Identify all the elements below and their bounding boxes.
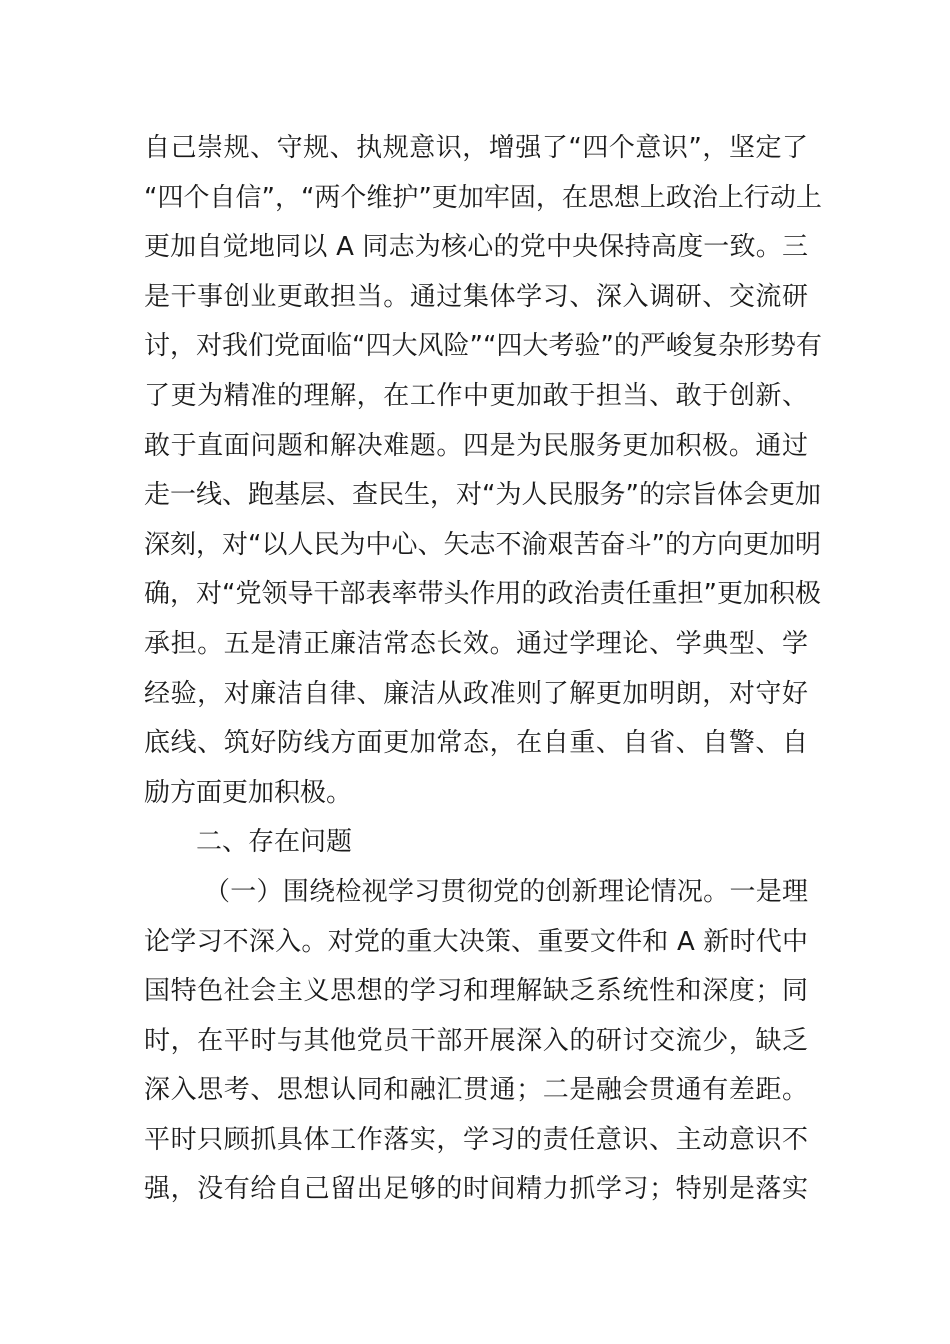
text-line: 底线、筑好防线方面更加常态，在自重、自省、自警、自 <box>144 728 808 759</box>
text-line: 自己崇规、守规、执规意识，增强了“四个意识”，坚定了 <box>144 133 808 163</box>
text-line: 国特色社会主义思想的学习和理解缺乏系统性和深度；同 <box>144 976 808 1007</box>
text-line: 承担。五是清正廉洁常态长效。通过学理论、学典型、学 <box>144 628 808 659</box>
text-line: 强，没有给自己留出足够的时间精力抓学习；特别是落实 <box>144 1174 808 1205</box>
text-line: 确，对“党领导干部表率带头作用的政治责任重担”更加积极 <box>144 579 821 610</box>
text-line: 励方面更加积极。 <box>144 777 353 808</box>
text-line: 是干事创业更敢担当。通过集体学习、深入调研、交流研 <box>144 281 808 312</box>
text-line: 了更为精准的理解，在工作中更加敢于担当、敢于创新、 <box>144 380 808 411</box>
document-body <box>144 124 822 1215</box>
text-line: 敢于直面问题和解决难题。四是为民服务更加积极。通过 <box>144 430 808 461</box>
text-line: 讨，对我们党面临“四大风险”“四大考验”的严峻复杂形势有 <box>144 331 822 362</box>
text-line: 平时只顾抓具体工作落实，学习的责任意识、主动意识不 <box>144 1124 808 1155</box>
text-line: 深刻，对“以人民为中心、矢志不渝艰苦奋斗”的方向更加明 <box>144 529 821 560</box>
text-line: 更加自觉地同以 A 同志为核心的党中央保持高度一致。三 <box>144 232 808 263</box>
text-line: “四个自信”，“两个维护”更加牢固，在思想上政治上行动上 <box>144 182 822 213</box>
text-line: 时，在平时与其他党员干部开展深入的研讨交流少，缺乏 <box>144 1025 808 1056</box>
section-heading: 二、存在问题 <box>196 827 353 858</box>
text-line: 论学习不深入。对党的重大决策、重要文件和 A 新时代中 <box>144 926 808 957</box>
subsection-heading-line: （一）围绕检视学习贯彻党的创新理论情况。一是理 <box>204 876 808 907</box>
text-line: 经验，对廉洁自律、廉洁从政准则了解更加明朗，对守好 <box>144 678 808 709</box>
text-line: 深入思考、思想认同和融汇贯通；二是融会贯通有差距。 <box>144 1075 808 1106</box>
text-line: 走一线、跑基层、查民生，对“为人民服务”的宗旨体会更加 <box>144 480 821 511</box>
